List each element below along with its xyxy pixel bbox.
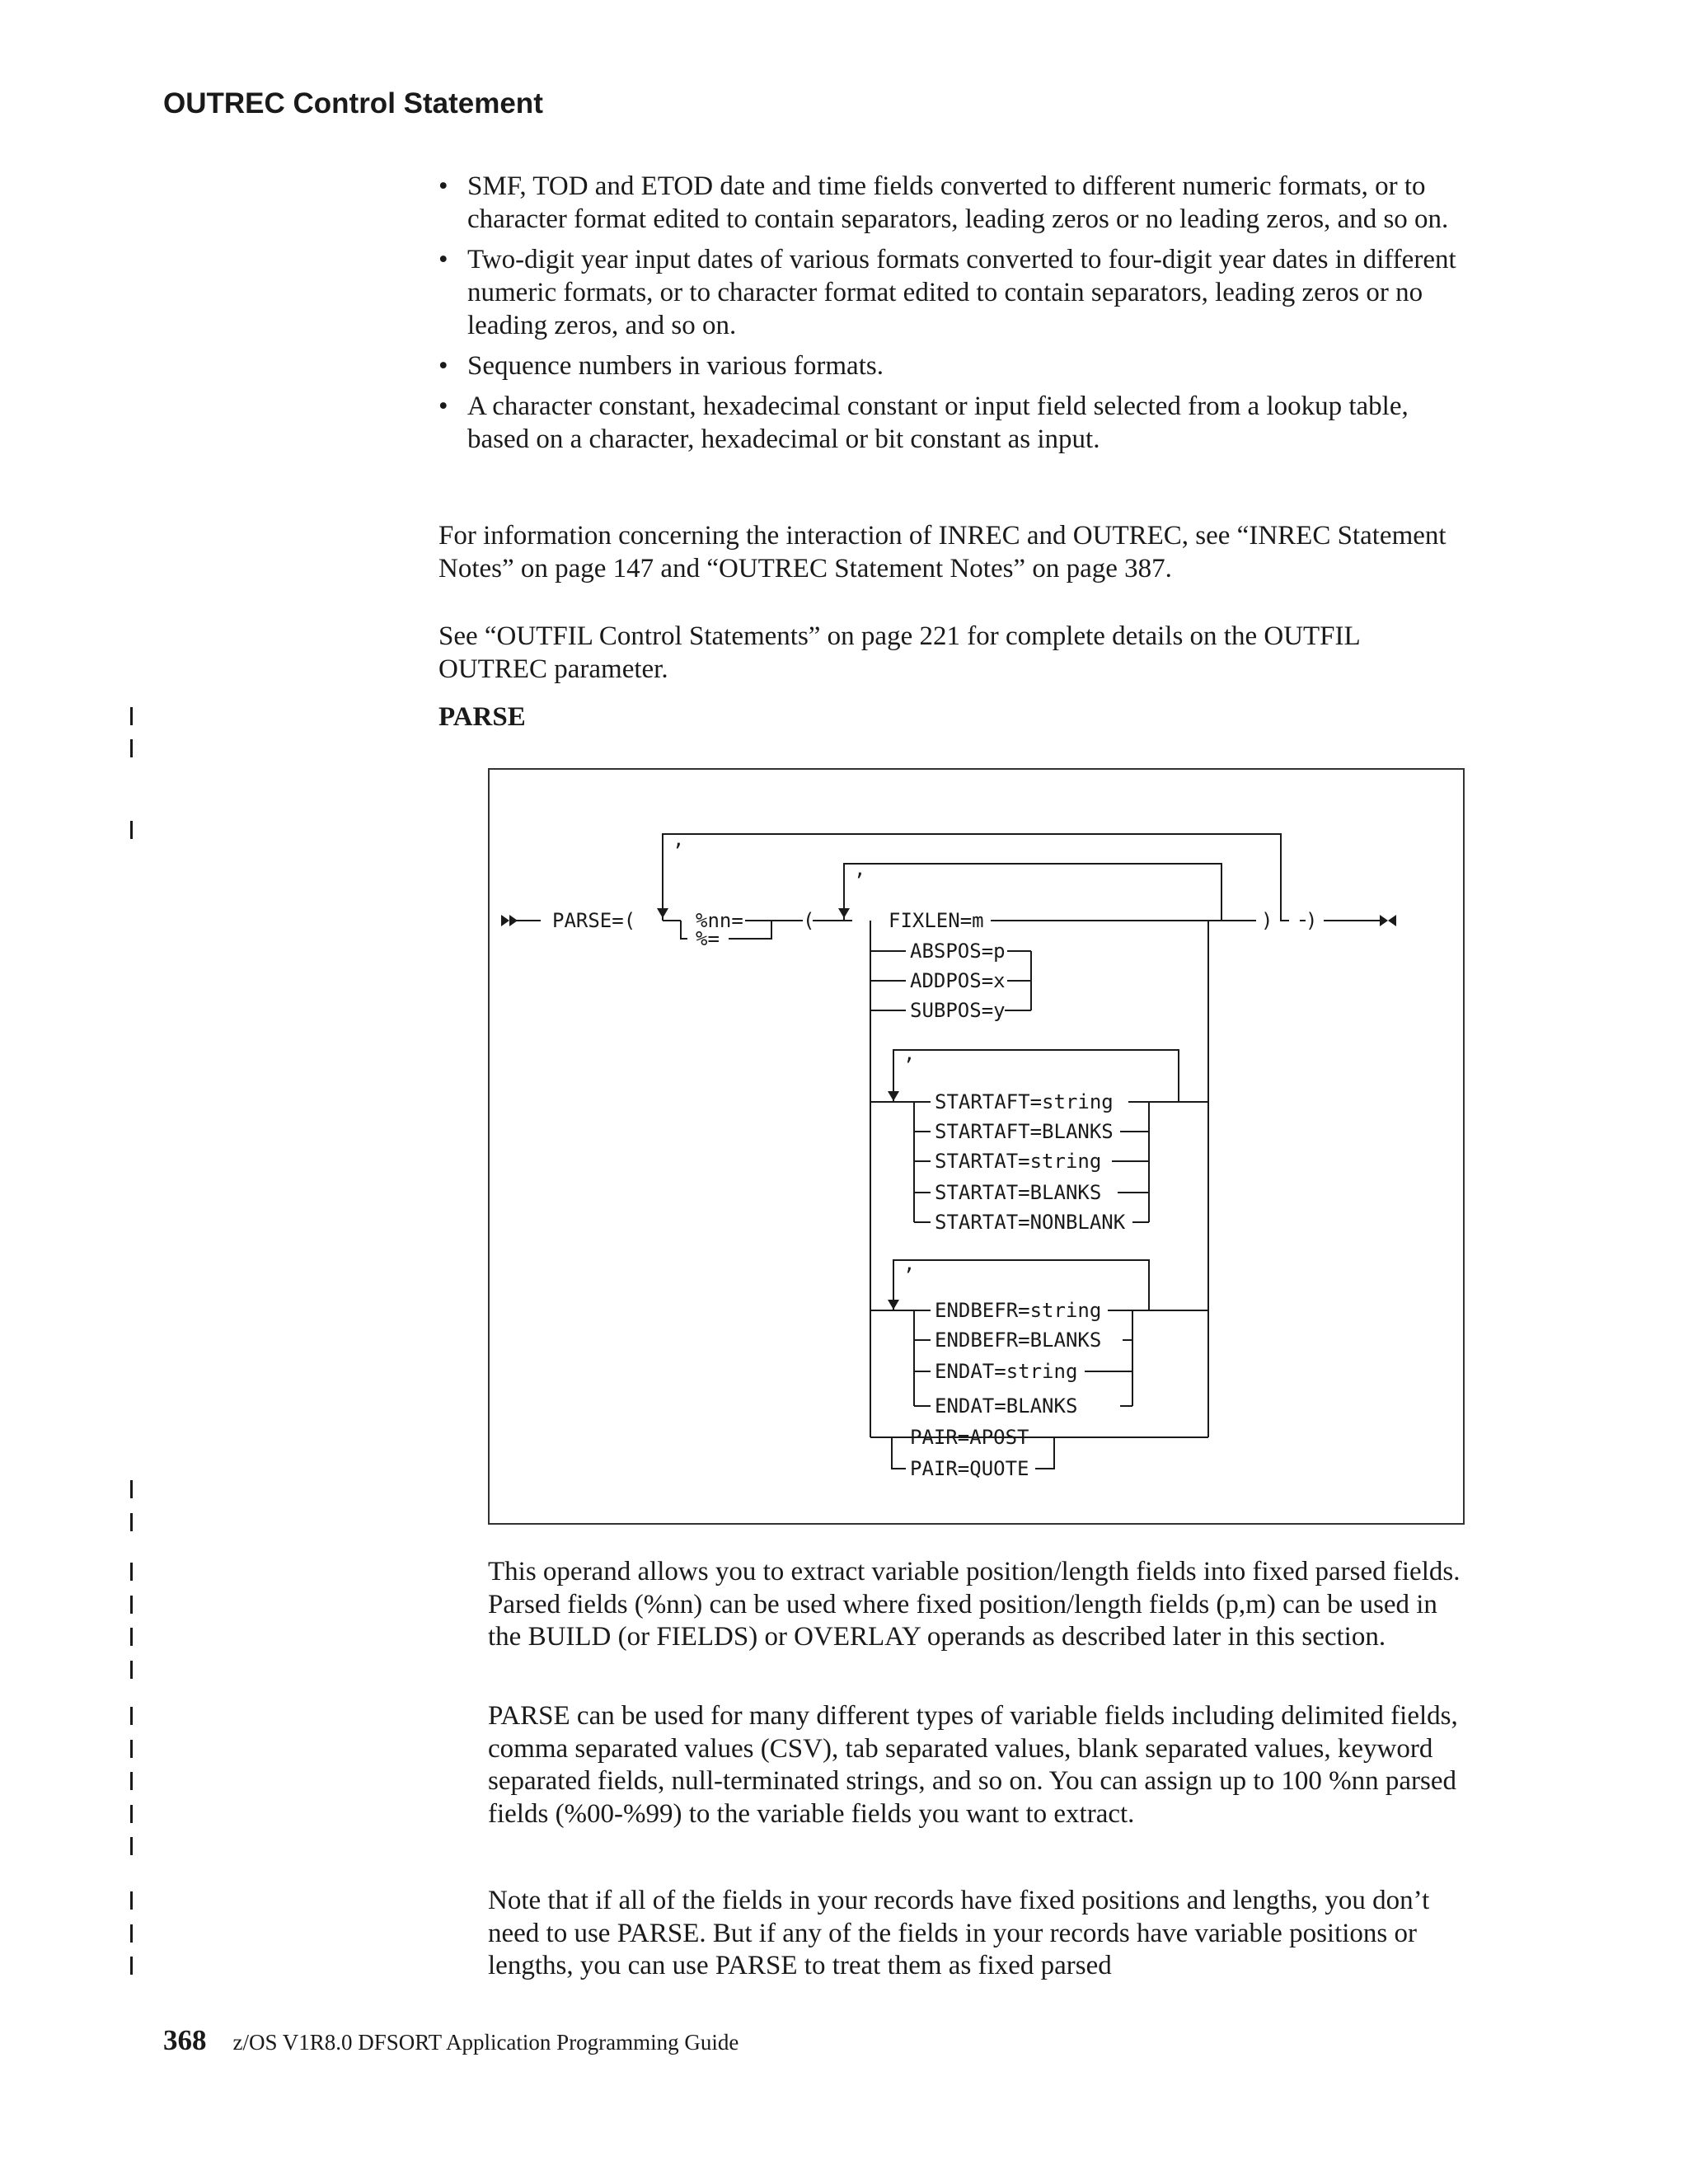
list-item: • Sequence numbers in various formats. xyxy=(438,349,1465,382)
close-paren-outer: ) xyxy=(1306,909,1318,932)
change-bar xyxy=(130,1957,133,1975)
pct-nn-option: %nn= xyxy=(696,909,743,932)
change-bar xyxy=(130,1480,133,1498)
outfil-paragraph: See “OUTFIL Control Statements” on page 221 for complete details on the OUTFIL OUTREC parameter. xyxy=(438,621,1360,684)
abspos-option: ABSPOS=p xyxy=(910,940,1006,963)
body-paragraph-2: PARSE can be used for many different types of variable fields including delimited fields, comma separated values (CSV), tab separated values, blank separated values, keyword separated fields, null-terminated strings, and so on. You can assign up to 100 %nn parsed fields (%00-%99) to the variable fields you want to extract. xyxy=(488,1701,1458,1829)
change-bar xyxy=(130,1924,133,1943)
startaft-blanks-option: STARTAFT=BLANKS xyxy=(935,1120,1114,1143)
change-bar xyxy=(130,1837,133,1855)
startaft-string-option: STARTAFT=string xyxy=(935,1090,1114,1113)
addpos-option: ADDPOS=x xyxy=(910,969,1006,992)
bullet-list xyxy=(438,170,1465,456)
change-bar xyxy=(130,1891,133,1910)
open-paren: ( xyxy=(803,909,815,932)
subpos-option: SUBPOS=y xyxy=(910,999,1006,1022)
section-heading: PARSE xyxy=(438,702,526,732)
pair-apost-option: PAIR=APOST xyxy=(910,1426,1029,1449)
change-bar xyxy=(130,1661,133,1679)
change-bar xyxy=(130,1596,133,1614)
list-item: • A character constant, hexadecimal constant or input field selected from a lookup table, based on a character, hexadecimal or bit constant as input. xyxy=(438,390,1465,456)
fixlen-option: FIXLEN=m xyxy=(889,909,984,932)
pct-option: %= xyxy=(696,927,720,950)
page-footer xyxy=(163,2024,738,2057)
bullet-list-container xyxy=(438,170,1465,463)
pair-quote-option: PAIR=QUOTE xyxy=(910,1457,1029,1480)
change-bar xyxy=(130,1772,133,1790)
page-header: OUTREC Control Statement xyxy=(163,87,543,120)
end-group-comma: , xyxy=(903,1252,916,1275)
body-paragraph-1: This operand allows you to extract variable position/length fields into fixed parsed fields. Parsed fields (%nn) can be used where fixed position/length fields (p,m) can be used in the BUILD (or FIELDS) or OVERLAY operands as described later in this section. xyxy=(488,1557,1461,1652)
change-bar xyxy=(130,1628,133,1646)
syntax-diagram-svg xyxy=(490,770,1466,1526)
change-bar xyxy=(130,1513,133,1531)
endbefr-string-option: ENDBEFR=string xyxy=(935,1299,1102,1322)
change-bar xyxy=(130,1740,133,1758)
syntax-diagram xyxy=(488,768,1465,1525)
change-bar xyxy=(130,739,133,757)
change-bar xyxy=(130,1805,133,1823)
endbefr-blanks-option: ENDBEFR=BLANKS xyxy=(935,1329,1102,1352)
change-bar xyxy=(130,1707,133,1725)
inner-comma: , xyxy=(854,857,866,880)
list-item: • Two-digit year input dates of various formats converted to four-digit year dates in different numeric formats, or to character format edited to contain separators, leading zeros or no leading zeros, and so on. xyxy=(438,243,1465,342)
startat-nonblank-option: STARTAT=NONBLANK xyxy=(935,1211,1126,1234)
page-number: 368 xyxy=(163,2024,207,2056)
change-bar xyxy=(130,1563,133,1581)
change-bar xyxy=(130,821,133,839)
close-paren-inner: ) xyxy=(1261,909,1273,932)
interaction-paragraph: For information concerning the interaction of INREC and OUTREC, see “INREC Statement Notes” on page 147 and “OUTREC Statement Notes” on page 387. xyxy=(438,521,1447,583)
endat-blanks-option: ENDAT=BLANKS xyxy=(935,1394,1078,1418)
startat-blanks-option: STARTAT=BLANKS xyxy=(935,1181,1102,1204)
endat-string-option: ENDAT=string xyxy=(935,1360,1078,1383)
parse-keyword: PARSE=( xyxy=(552,909,636,932)
body-paragraph-3: Note that if all of the fields in your records have fixed positions and lengths, you don’t need to use PARSE. But if any of the fields in your records have variable positions or lengths, you can use PARSE to treat them as fixed parsed xyxy=(488,1886,1430,1980)
startat-string-option: STARTAT=string xyxy=(935,1150,1102,1173)
change-bar xyxy=(130,707,133,725)
outer-comma: , xyxy=(673,827,685,851)
book-title: z/OS V1R8.0 DFSORT Application Programming Guide xyxy=(232,2030,739,2055)
start-group-comma: , xyxy=(903,1042,916,1065)
list-item: • SMF, TOD and ETOD date and time fields converted to different numeric formats, or to character format edited to contain separators, leading zeros or no leading zeros, and so on. xyxy=(438,170,1465,236)
